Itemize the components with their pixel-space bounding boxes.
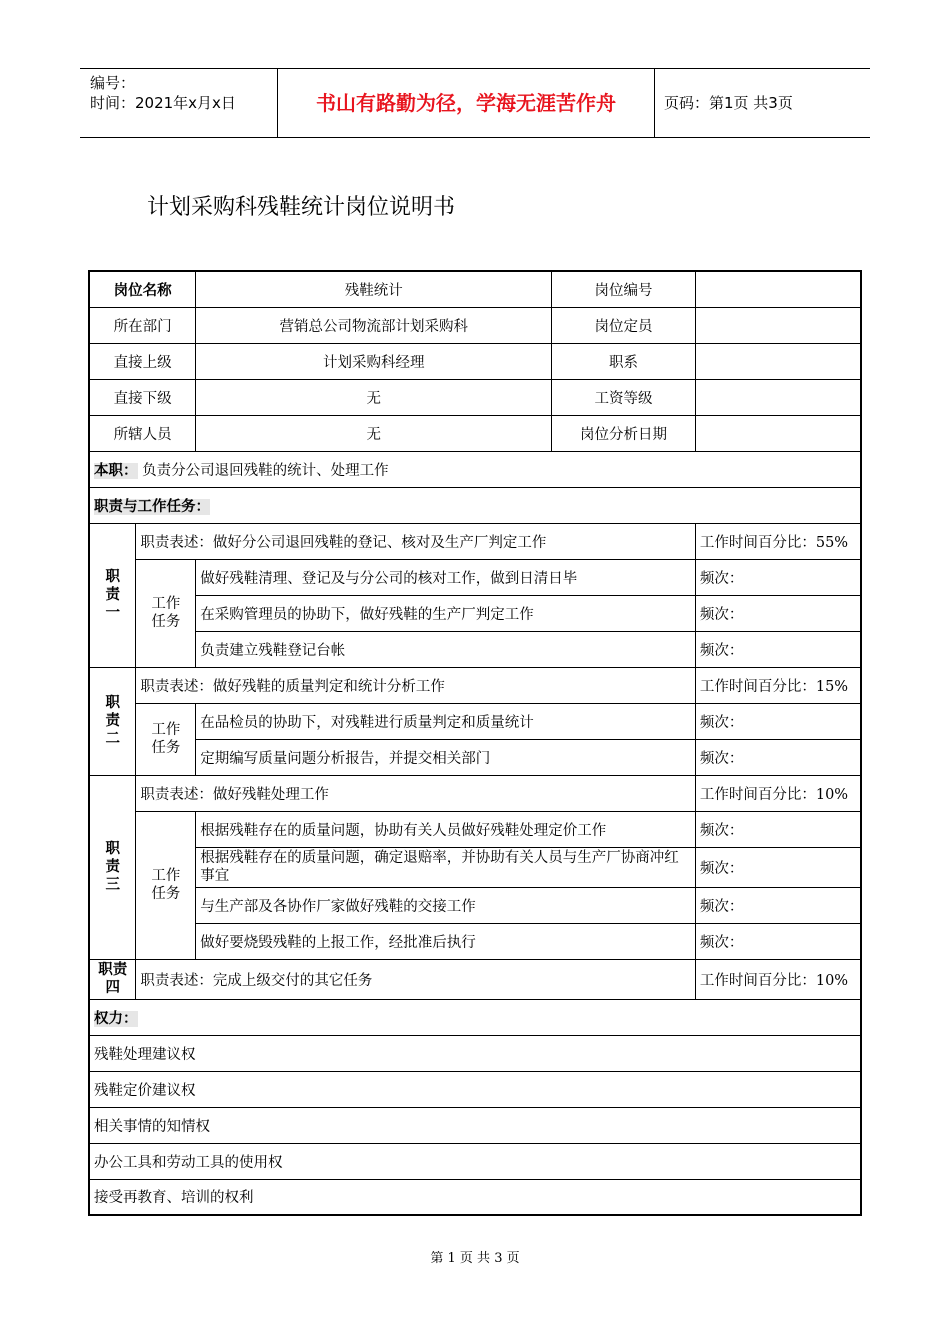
field-value (695, 271, 861, 307)
benzhi-cell (89, 451, 861, 487)
field-label: 所在部门 (89, 307, 196, 343)
info-row (89, 379, 861, 415)
power-row (89, 1035, 861, 1071)
task-row (89, 595, 861, 631)
duty-label (89, 667, 136, 775)
task-row (89, 887, 861, 923)
field-value: 计划采购科经理 (196, 343, 552, 379)
task-freq: 频次： (695, 739, 861, 775)
duty-label-char: 职责 (98, 962, 128, 978)
powers-heading-row (89, 999, 861, 1035)
field-label: 岗位编号 (552, 271, 696, 307)
duty-label-char: 责 (105, 713, 120, 729)
header-meta (80, 69, 278, 137)
duty-pct: 工作时间百分比：15% (695, 667, 861, 703)
duty-label (89, 775, 136, 959)
duty-desc: 职责表述：做好残鞋处理工作 (136, 775, 695, 811)
duty-label-char: 职 (105, 569, 120, 585)
duties-heading-cell (89, 487, 861, 523)
duty-desc-row (89, 667, 861, 703)
power-row (89, 1107, 861, 1143)
field-value (695, 379, 861, 415)
info-row (89, 271, 861, 307)
field-label: 岗位分析日期 (552, 415, 696, 451)
benzhi-text: 负责分公司退回残鞋的统计、处理工作 (142, 462, 389, 479)
field-label: 职系 (552, 343, 696, 379)
powers-heading: 权力： (94, 1010, 138, 1027)
duty-label (89, 959, 136, 999)
task-label-line: 工作 (151, 596, 181, 612)
power-row (89, 1143, 861, 1179)
duty-desc-row (89, 959, 861, 999)
task-freq: 频次： (695, 703, 861, 739)
duty-label-char: 职 (105, 841, 120, 857)
field-label: 工资等级 (552, 379, 696, 415)
task-freq: 频次： (695, 923, 861, 959)
page-label: 页码：第1页 共3页 (664, 94, 793, 112)
page-footer: 第 1 页 共 3 页 (430, 1251, 520, 1266)
duty-desc-row (89, 775, 861, 811)
field-value: 无 (196, 379, 552, 415)
power-item: 残鞋定价建议权 (89, 1071, 861, 1107)
task-freq: 频次： (695, 559, 861, 595)
task-label (136, 703, 196, 775)
benzhi-row (89, 451, 861, 487)
task-text: 做好要烧毁残鞋的上报工作，经批准后执行 (196, 923, 696, 959)
field-value: 营销总公司物流部计划采购科 (196, 307, 552, 343)
time-label: 时间：2021年x月x日 (90, 94, 236, 112)
duty-label-char: 责 (105, 587, 120, 603)
number-label: 编号： (90, 74, 136, 92)
field-value: 残鞋统计 (196, 271, 552, 307)
power-row (89, 1179, 861, 1215)
task-text: 定期编写质量问题分析报告，并提交相关部门 (196, 739, 696, 775)
task-text: 在品检员的协助下，对残鞋进行质量判定和质量统计 (196, 703, 696, 739)
duty-label-char: 职 (105, 695, 120, 711)
task-text: 做好残鞋清理、登记及与分公司的核对工作，做到日清日毕 (196, 559, 696, 595)
duty-pct: 工作时间百分比：55% (695, 523, 861, 559)
duty-label-char: 三 (105, 877, 120, 893)
task-row (89, 703, 861, 739)
task-row (89, 847, 861, 887)
task-row (89, 923, 861, 959)
motto: 书山有路勤为径，学海无涯苦作舟 (278, 69, 655, 137)
task-row (89, 631, 861, 667)
power-item: 接受再教育、培训的权利 (89, 1179, 861, 1215)
power-item: 相关事情的知情权 (89, 1107, 861, 1143)
duty-pct: 工作时间百分比：10% (695, 959, 861, 999)
task-freq: 频次： (695, 847, 861, 887)
task-label-line: 工作 (151, 868, 181, 884)
page-header (80, 68, 870, 138)
task-text: 根据残鞋存在的质量问题，协助有关人员做好残鞋处理定价工作 (196, 811, 696, 847)
field-label: 岗位名称 (89, 271, 196, 307)
field-value: 无 (196, 415, 552, 451)
benzhi-label: 本职： (94, 462, 138, 479)
field-value (695, 415, 861, 451)
field-label: 所辖人员 (89, 415, 196, 451)
task-label-line: 工作 (151, 722, 181, 738)
task-text: 在采购管理员的协助下，做好残鞋的生产厂判定工作 (196, 595, 696, 631)
info-row (89, 343, 861, 379)
info-row (89, 415, 861, 451)
duties-heading-row (89, 487, 861, 523)
task-label-line: 任务 (151, 614, 181, 630)
task-row (89, 739, 861, 775)
task-freq: 频次： (695, 887, 861, 923)
duty-label (89, 523, 136, 667)
field-label: 直接下级 (89, 379, 196, 415)
task-label-line: 任务 (151, 740, 181, 756)
power-item: 办公工具和劳动工具的使用权 (89, 1143, 861, 1179)
field-label: 岗位定员 (552, 307, 696, 343)
field-value (695, 307, 861, 343)
task-text: 根据残鞋存在的质量问题，确定退赔率，并协助有关人员与生产厂协商冲红事宜 (196, 847, 696, 887)
duties-heading: 职责与工作任务： (94, 498, 210, 515)
duty-desc: 职责表述：完成上级交付的其它任务 (136, 959, 695, 999)
task-label-line: 任务 (151, 886, 181, 902)
document-title: 计划采购科残鞋统计岗位说明书 (147, 195, 456, 220)
power-row (89, 1071, 861, 1107)
task-label (136, 811, 196, 959)
task-text: 与生产部及各协作厂家做好残鞋的交接工作 (196, 887, 696, 923)
power-item: 残鞋处理建议权 (89, 1035, 861, 1071)
duty-pct: 工作时间百分比：10% (695, 775, 861, 811)
task-label (136, 559, 196, 667)
duty-desc-row (89, 523, 861, 559)
duty-label-char: 四 (105, 980, 120, 996)
duty-label-char: 一 (105, 605, 120, 621)
task-row (89, 559, 861, 595)
duty-label-char: 二 (105, 731, 120, 747)
duty-desc: 职责表述：做好分公司退回残鞋的登记、核对及生产厂判定工作 (136, 523, 695, 559)
field-label: 直接上级 (89, 343, 196, 379)
task-text: 负责建立残鞋登记台帐 (196, 631, 696, 667)
duty-label-char: 责 (105, 859, 120, 875)
task-freq: 频次： (695, 631, 861, 667)
info-row (89, 307, 861, 343)
job-description-table (88, 270, 862, 1216)
task-row (89, 811, 861, 847)
powers-heading-cell (89, 999, 861, 1035)
field-value (695, 343, 861, 379)
duty-desc: 职责表述：做好残鞋的质量判定和统计分析工作 (136, 667, 695, 703)
task-freq: 频次： (695, 595, 861, 631)
task-freq: 频次： (695, 811, 861, 847)
